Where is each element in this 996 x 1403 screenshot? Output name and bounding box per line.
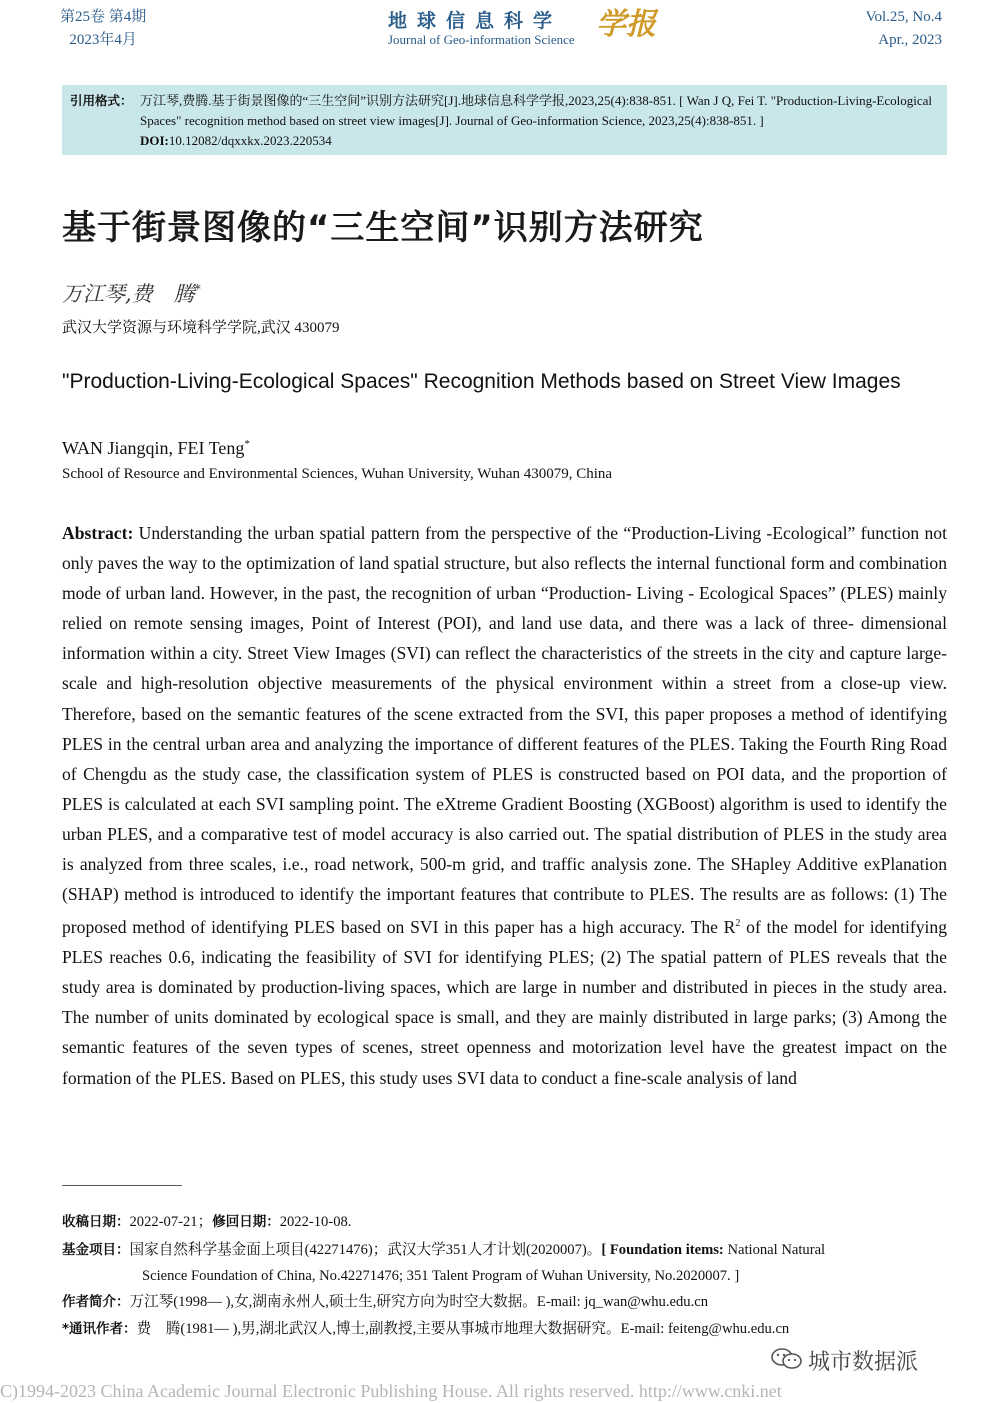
citation-label: 引用格式： <box>70 93 133 108</box>
footnote-dates <box>62 1209 952 1235</box>
journal-name-en: Journal of Geo-information Science <box>388 32 575 47</box>
citation-box <box>62 85 947 155</box>
fund-en-2: Science Foundation of China, No.42271476; 351 Talent Program of Wuhan University, No.2020007. ] <box>142 1268 740 1284</box>
copyright-line: C)1994-2023 China Academic Journal Electronic Publishing House. All rights reserved. http://www.cnki.net <box>0 1381 782 1401</box>
volume-en: Vol.25, No.4 <box>865 9 942 25</box>
fund-en-1: National Natural <box>723 1242 826 1258</box>
corr-text: 费 腾(1981— ),男,湖北武汉人,博士,副教授,主要从事城市地理大数据研究。E-mail: feiteng@whu.edu.cn <box>136 1321 790 1337</box>
fund-en-label: [ Foundation items: <box>601 1242 724 1258</box>
fund-label: 基金项目： <box>62 1242 130 1258</box>
watermark-text: 城市数据派 <box>808 1350 919 1375</box>
volume-cn: 第25卷 第4期 <box>60 9 147 25</box>
author-text: 万江琴(1998— ),女,湖南永州人,硕士生,研究方向为时空大数据。E-mail: jq_wan@whu.edu.cn <box>129 1294 708 1310</box>
header-issue-en <box>866 6 942 52</box>
journal-seal-logo: 学报 <box>596 7 656 42</box>
corresponding-mark-en: * <box>244 438 250 450</box>
author-label: 作者简介： <box>62 1294 130 1310</box>
authors-en <box>62 438 250 459</box>
citation-body <box>140 91 939 151</box>
received-date: 2022-07-21； <box>129 1214 213 1230</box>
received-label: 收稿日期： <box>62 1214 130 1230</box>
fund-cn: 国家自然科学基金面上项目(42271476)；武汉大学351人才计划(2020007)。 <box>129 1242 602 1258</box>
abstract-text-2: of the model for identifying PLES reaches 0.6, indicating the feasibility of SVI for identifying PLES; (2) The spatial pattern of PLES reveals that the study area is dominated by production-living spaces, which are large in number and distributed in pieces in the study area. The number of units dominated by ecological space is small, and they are mainly distributed in large parks; (3) Among the semantic features of the seven types of scenes, street openness and motorization level have the greatest impact on the formation of the PLES. Based on PLES, this study uses SVI data to conduct a fine-scale analysis of land <box>62 917 947 1088</box>
date-en: Apr., 2023 <box>878 32 942 48</box>
citation-text: 万江琴,费腾.基于街景图像的“三生空间”识别方法研究[J].地球信息科学学报,2023,25(4):838-851. [ Wan J Q, Fei T. "Production-Living-Ecological Spaces" recognition method based on street view images[J]. Journal of Geo-information Science, 2023,25(4):838-851. ] <box>140 93 933 128</box>
abstract-label: Abstract: <box>62 523 134 543</box>
footnote-author <box>62 1289 952 1315</box>
affiliation-en: School of Resource and Environmental Sciences, Wuhan University, Wuhan 430079, China <box>62 466 613 482</box>
revised-label: 修回日期： <box>212 1214 280 1230</box>
journal-name-cn: 地球信息科学 <box>388 10 563 32</box>
doi-link[interactable]: 10.12082/dqxxkx.2023.220534 <box>168 133 332 148</box>
authors-cn <box>62 278 201 308</box>
corresponding-mark: * <box>194 282 201 296</box>
abstract <box>62 518 947 1093</box>
footnote-corresponding <box>62 1316 952 1342</box>
header-issue-cn <box>60 6 146 52</box>
footnote-divider <box>62 1185 182 1186</box>
wechat-icon <box>770 1346 804 1378</box>
affiliation-cn: 武汉大学资源与环境科学学院,武汉 430079 <box>62 320 340 336</box>
title-en: "Production-Living-Ecological Spaces" Recognition Methods based on Street View Images <box>62 370 901 393</box>
revised-date: 2022-10-08. <box>279 1214 352 1230</box>
abstract-superscript: 2 <box>735 918 741 930</box>
authors-en-names: WAN Jiangqin, FEI Teng <box>62 438 245 458</box>
title-cn: 基于街景图像的“三生空间”识别方法研究 <box>62 208 704 248</box>
corr-label: *通讯作者： <box>62 1321 137 1337</box>
footnote-funding <box>62 1237 952 1289</box>
abstract-text-1: Understanding the urban spatial pattern from the perspective of the “Production-Living -Ecological” function not only paves the way to the optimization of land spatial structure, but also reflects the internal functional form and combination mode of urban land. However, in the past, the recognition of urban “Production- Living - Ecological Spaces” (PLES) mainly relied on remote sensing images, Point of Interest (POI), and land use data, and there was a lack of three- dimensional information within a city. Street View Images (SVI) can reflect the characteristics of the streets in the city and capture large-scale and high-resolution objective measurements of the physical environment within a street from a close-up view. Therefore, based on the semantic features of the scene extracted from the SVI, this paper proposes a method of identifying PLES in the central urban area and analyzing the importance of different features of the PLES. Taking the Fourth Ring Road of Chengdu as the study case, the classification system of PLES is constructed based on POI data, and the proportion of PLES is calculated at each SVI sampling point. The eXtreme Gradient Boosting (XGBoost) algorithm is used to identify the urban PLES, and a comparative test of model accuracy is also carried out. The spatial distribution of PLES in the study area is analyzed from three scales, i.e., road network, 500-m grid, and traffic analysis zone. The SHapley Additive exPlanation (SHAP) method is introduced to identify the important features that contribute to PLES. The results are as follows: (1) The proposed method of identifying PLES based on SVI in this paper has a high accuracy. The R <box>62 523 947 938</box>
date-cn: 2023年4月 <box>69 32 137 48</box>
doi-label: DOI: <box>140 133 169 148</box>
authors-cn-names: 万江琴,费 腾 <box>62 282 195 306</box>
